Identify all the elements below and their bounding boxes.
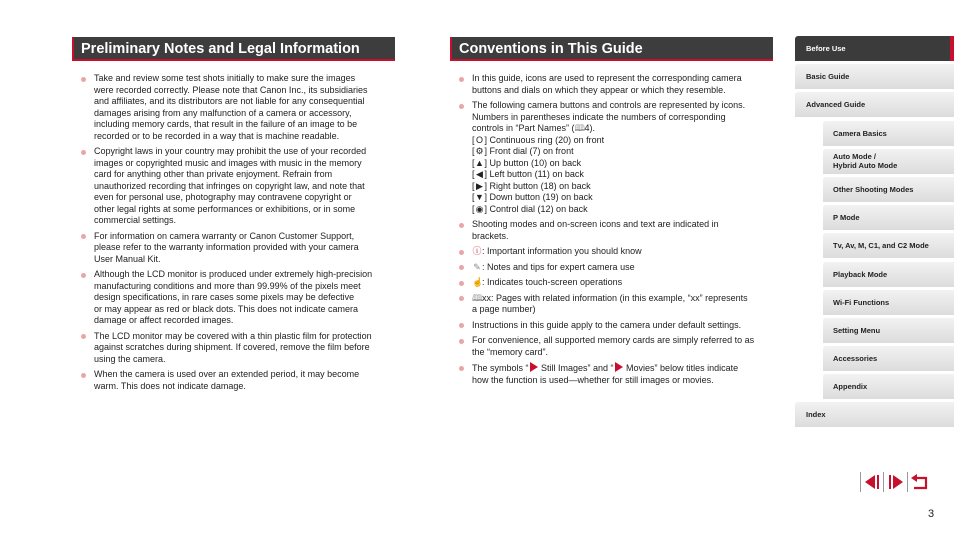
control-line: [▼] Down button (19) on back [472,192,593,202]
section-heading-conventions: Conventions in This Guide [450,37,773,61]
control-line: [O ] Continuous ring (20) on front [472,134,605,145]
chapter-sidebar [795,36,954,431]
list-item: The symbols “ Still Images” and “ Movies” below titles indicate how the function is used—whether for still images or movies. [450,362,773,386]
tab-wifi-functions[interactable]: Wi-Fi Functions [823,290,954,315]
right-button-icon: ▶ [476,180,483,191]
list-item: ✎: Notes and tips for expert camera use [450,262,773,274]
list-item: Take and review some test shots initially to make sure the images were recorded correctly. Please note that Canon Inc., its subsidiaries and affiliates, and its distributors are not liable for any consequential damages arising from any malfunction of a camera or accessory, including memory cards, that result in the failure of an image to be recorded or to be recorded in a way that is machine readable. [72,73,395,142]
return-button[interactable] [908,472,932,492]
page-navigation [860,472,932,492]
control-dial-icon: ◉ [475,203,484,214]
tab-other-shooting-modes[interactable]: Other Shooting Modes [823,177,954,202]
tab-playback-mode[interactable]: Playback Mode [823,262,954,287]
list-item: The LCD monitor may be covered with a thin plastic film for protection against scratches during shipment. If covered, remove the film before using the camera. [72,331,395,366]
up-button-icon: ▲ [475,157,484,168]
touch-icon: ☝ [472,277,484,287]
list-item: ⓘ: Important information you should know [450,246,773,258]
tab-p-mode[interactable]: P Mode [823,205,954,230]
movies-icon [615,362,623,372]
legal-bullet-list [72,73,395,392]
control-line: [⚙] Front dial (7) on front [472,146,574,156]
arrow-right-icon [887,474,905,490]
tab-tv-av-m-mode[interactable]: Tv, Av, M, C1, and C2 Mode [823,233,954,258]
list-item: In this guide, icons are used to represent the corresponding camera buttons and dials on which they appear or which they resemble. [450,73,773,96]
list-item: Shooting modes and on-screen icons and text are indicated in brackets. [450,219,773,242]
section-heading-legal: Preliminary Notes and Legal Information [72,37,395,61]
tab-camera-basics[interactable]: Camera Basics [823,121,954,146]
pencil-icon: ✎ [473,261,481,272]
book-icon: 🕮 [472,292,483,303]
list-item: For information on camera warranty or Canon Customer Support, please refer to the warranty information provided with your camera User Manual Kit. [72,231,395,266]
legal-section [72,37,395,396]
still-images-icon [530,362,538,372]
list-item: Copyright laws in your country may prohibit the use of your recorded images or copyrighted music and images with music in the memory card for anything other than private enjoyment. Refrain from unauthorized recording that infringes on copyright law, and note that even for personal use, photography may contravene copyright or other legal rights at some performances or exhibitions, or in some commercial settings. [72,146,395,227]
tab-advanced-guide[interactable]: Advanced Guide [795,92,954,117]
book-icon: 🕮 [574,123,586,133]
list-item: Although the LCD monitor is produced under extremely high-precision manufacturing conditions and more than 99.99% of the pixels meet design specifications, in rare cases some pixels may be defective or may appear as red or black dots. This does not indicate camera damage or affect recorded images. [72,269,395,327]
tab-accessories[interactable]: Accessories [823,346,954,371]
arrow-left-icon [863,474,881,490]
control-line: [ ▶ ] Right button (18) on back [472,180,591,191]
tab-setting-menu[interactable]: Setting Menu [823,318,954,343]
page-number: 3 [928,508,935,520]
control-line: [◉] Control dial (12) on back [472,203,588,214]
list-item: When the camera is used over an extended period, it may become warm. This does not indicate damage. [72,369,395,392]
list-item: ☝: Indicates touch-screen operations [450,277,773,289]
tab-index[interactable]: Index [795,402,954,427]
next-page-button[interactable] [884,472,908,492]
continuous-ring-icon: O [476,134,484,145]
tab-appendix[interactable]: Appendix [823,374,954,399]
important-icon: ⓘ [472,246,482,256]
control-line: [▲] Up button (10) on back [472,157,582,168]
conventions-bullet-list [450,73,773,386]
tab-before-use[interactable]: Before Use [795,36,954,61]
list-item: 🕮xx: Pages with related information (in this example, “xx” represents a page number) [450,293,773,316]
list-item: For convenience, all supported memory cards are simply referred to as the “memory card”. [450,335,773,358]
list-item: Instructions in this guide apply to the camera under default settings. [450,320,773,332]
control-line: [ ◀ ] Left button (11) on back [472,169,584,179]
return-icon [910,474,930,490]
tab-basic-guide[interactable]: Basic Guide [795,64,954,89]
front-dial-icon: ⚙ [475,146,484,156]
previous-page-button[interactable] [860,472,884,492]
tab-auto-mode[interactable]: Auto Mode / Hybrid Auto Mode [823,149,954,174]
list-item: The following camera buttons and controls are represented by icons. Numbers in parentheses indicate the numbers of corresponding controls in “Part Names” (🕮4). [O ] Continuous ring (20) on front [⚙] Front dial (7) on front [▲] Up button (10) on back [ ◀ ] Left button (11) on back [ ▶ ] Right button (18) on back [▼] Down button (19) on back [◉] Control dial (12) on back [450,100,773,215]
down-button-icon: ▼ [475,192,484,202]
left-button-icon: ◀ [476,169,483,179]
conventions-section [450,37,773,390]
